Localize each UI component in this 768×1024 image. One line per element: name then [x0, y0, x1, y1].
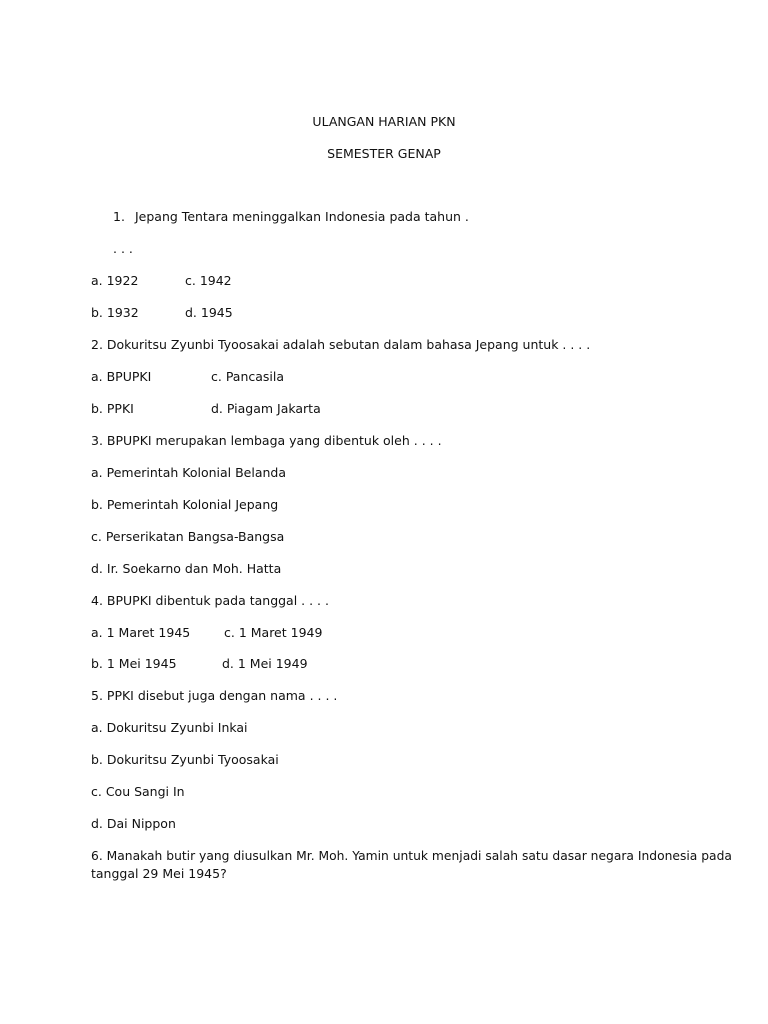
question-1-option-d: d. 1945	[185, 305, 233, 320]
question-1-number: 1.	[113, 209, 125, 224]
question-1-continuation: . . .	[113, 241, 133, 256]
question-2-option-a: a. BPUPKI	[91, 369, 152, 384]
question-2-option-d: d. Piagam Jakarta	[211, 401, 321, 416]
question-3-option-b: b. Pemerintah Kolonial Jepang	[91, 497, 279, 512]
question-5-text: 5. PPKI disebut juga dengan nama . . . .	[91, 688, 338, 703]
question-5-option-c: c. Cou Sangi In	[91, 784, 185, 799]
question-6-text-line2: tanggal 29 Mei 1945?	[91, 866, 227, 881]
question-1-option-c: c. 1942	[185, 273, 232, 288]
question-4-option-c: c. 1 Maret 1949	[224, 625, 323, 640]
question-1-option-a: a. 1922	[91, 273, 139, 288]
question-2-option-b: b. PPKI	[91, 401, 134, 416]
question-1-option-b: b. 1932	[91, 305, 139, 320]
document-subtitle: SEMESTER GENAP	[327, 146, 441, 161]
question-3-option-a: a. Pemerintah Kolonial Belanda	[91, 465, 287, 480]
question-5-option-b: b. Dokuritsu Zyunbi Tyoosakai	[91, 752, 279, 767]
question-2-option-c: c. Pancasila	[211, 369, 285, 384]
question-4-option-d: d. 1 Mei 1949	[222, 656, 308, 671]
question-3-option-d: d. Ir. Soekarno dan Moh. Hatta	[91, 561, 282, 576]
question-5-option-d: d. Dai Nippon	[91, 816, 176, 831]
document-title: ULANGAN HARIAN PKN	[312, 114, 456, 129]
question-4-option-a: a. 1 Maret 1945	[91, 625, 191, 640]
question-2-text: 2. Dokuritsu Zyunbi Tyoosakai adalah sebutan dalam bahasa Jepang untuk . . . .	[91, 337, 591, 352]
question-1-text: Jepang Tentara meninggalkan Indonesia pada tahun .	[135, 209, 469, 224]
question-6-text-line1: 6. Manakah butir yang diusulkan Mr. Moh. Yamin untuk menjadi salah satu dasar negara Indonesia pada	[91, 849, 732, 863]
question-3-text: 3. BPUPKI merupakan lembaga yang dibentuk oleh . . . .	[91, 433, 442, 448]
question-4-text: 4. BPUPKI dibentuk pada tanggal . . . .	[91, 593, 329, 608]
question-5-option-a: a. Dokuritsu Zyunbi Inkai	[91, 720, 248, 735]
question-3-option-c: c. Perserikatan Bangsa-Bangsa	[91, 529, 285, 544]
question-4-option-b: b. 1 Mei 1945	[91, 656, 177, 671]
